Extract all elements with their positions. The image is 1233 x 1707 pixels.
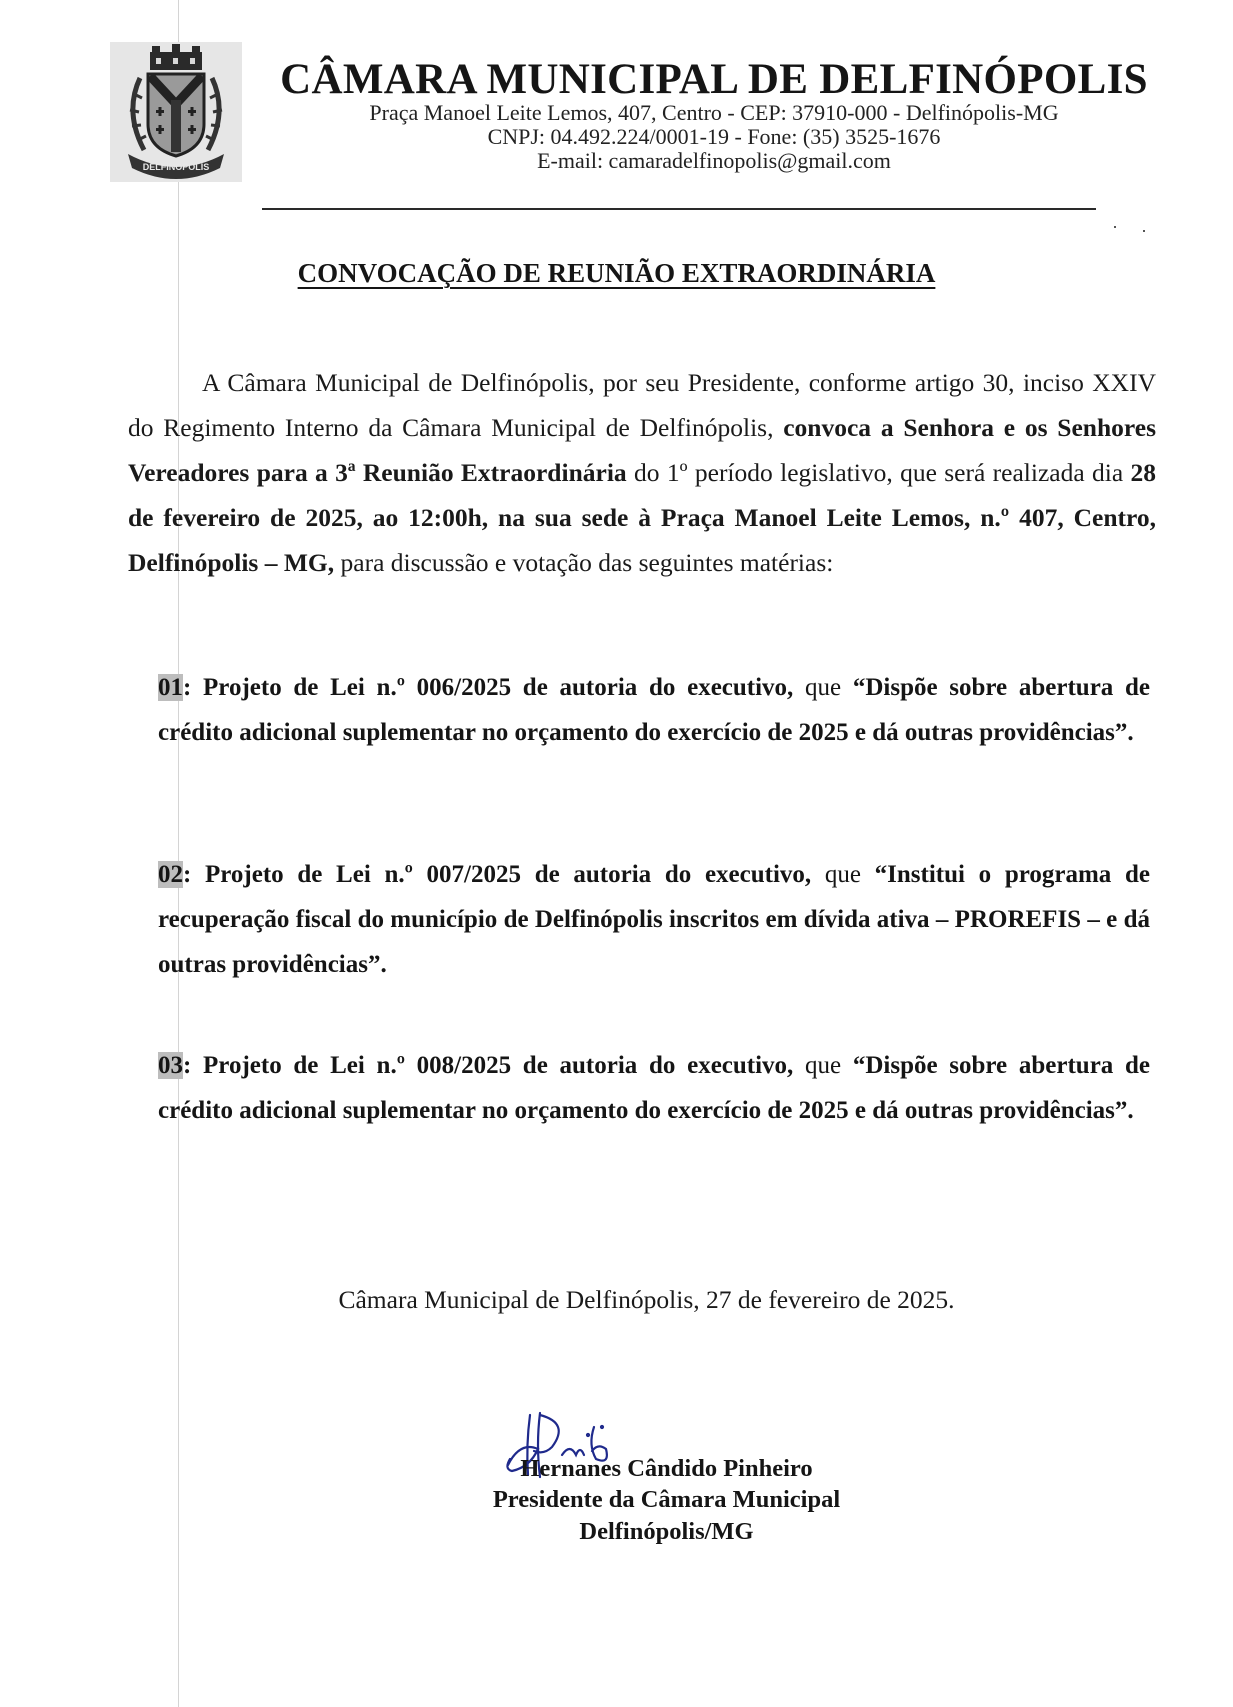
institution-name: CÂMARA MUNICIPAL DE DELFINÓPOLIS [280, 56, 1148, 103]
agenda-item-subject: “Institui o programa de recuperação fiscal do município de Delfinópolis inscritos em dívida ativa – PROREFIS – e dá outras providências”. [158, 861, 1150, 978]
institution-address: Praça Manoel Leite Lemos, 407, Centro - CEP: 37910-000 - Delfinópolis-MG [369, 100, 1059, 125]
intro-date-location: 28 de fevereiro de 2025, ao 12:00h, na sua sede à Praça Manoel Leite Lemos, n.º 407, Centro, Delfinópolis – MG, [128, 458, 1156, 577]
intro-convocation: convoca a Senhora e os Senhores Vereadores para a 3ª Reunião Extraordinária [128, 413, 1156, 487]
intro-text-3: para discussão e votação das seguintes matérias: [334, 548, 834, 577]
agenda-item [158, 1043, 1150, 1133]
scan-speck [1143, 230, 1145, 232]
header-divider [262, 208, 1096, 210]
signatory-location: Delfinópolis/MG [579, 1518, 754, 1545]
agenda-item [158, 665, 1150, 755]
signatory-role: Presidente da Câmara Municipal [492, 1486, 841, 1513]
institution-cnpj-phone: CNPJ: 04.492.224/0001-19 - Fone: (35) 3525-1676 [487, 124, 941, 149]
agenda-item-subject: “Dispõe sobre abertura de crédito adicional suplementar no orçamento do exercício de 2025 e dá outras providências”. [158, 1052, 1150, 1124]
signatory-name: Hernanes Cândido Pinheiro [520, 1455, 813, 1482]
agenda-item-number: 02 [158, 861, 183, 888]
crest-ribbon-text: DELFINOPOLIS [142, 162, 210, 172]
agenda-item-bill: : Projeto de Lei n.º 007/2025 de autoria do executivo, [183, 861, 825, 888]
closing-date-line: Câmara Municipal de Delfinópolis, 27 de fevereiro de 2025. [338, 1285, 955, 1314]
agenda-item-que: que [805, 1052, 842, 1079]
intro-text-2: do 1º período legislativo, que será realizada dia [626, 458, 1131, 487]
agenda-item-bill: : Projeto de Lei n.º 008/2025 de autoria do executivo, [183, 1052, 806, 1079]
agenda-item-que: que [824, 861, 861, 888]
agenda-item [158, 852, 1150, 987]
agenda-item-bill: : Projeto de Lei n.º 006/2025 de autoria do executivo, [183, 674, 806, 701]
agenda-item-number: 03 [158, 1052, 183, 1079]
document-title-text: CONVOCAÇÃO DE REUNIÃO EXTRAORDINÁRIA [297, 258, 936, 288]
institution-email: E-mail: camaradelfinopolis@gmail.com [537, 148, 891, 173]
intro-paragraph [128, 360, 1156, 585]
document-title [0, 258, 1233, 289]
intro-text-1: A Câmara Municipal de Delfinópolis, por seu Presidente, conforme artigo 30, inciso XXIV do Regimento Interno da Câmara Municipal de Delfinópolis, [128, 368, 1156, 442]
scan-speck [1114, 226, 1116, 228]
agenda-item-subject: “Dispõe sobre abertura de crédito adicional suplementar no orçamento do exercício de 2025 e dá outras providências”. [158, 674, 1150, 746]
agenda-item-number: 01 [158, 674, 183, 701]
agenda-item-que: que [805, 674, 842, 701]
